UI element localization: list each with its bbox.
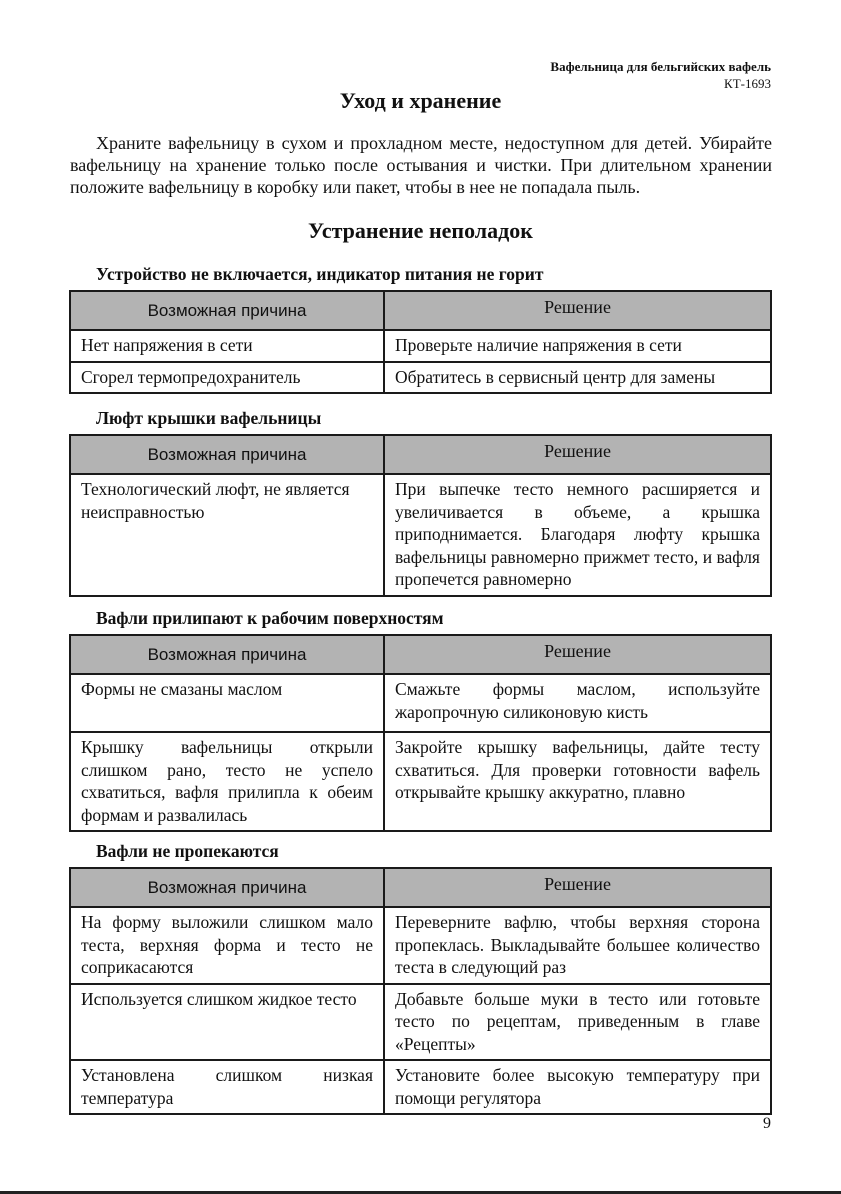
table-header-row [70, 435, 771, 474]
solution-header: Решение [384, 435, 771, 474]
cause-cell: На форму выложили слишком мало теста, верхняя форма и тесто не соприкасаются [70, 907, 384, 984]
table-power [69, 290, 772, 394]
page-number: 9 [763, 1115, 771, 1132]
table-lid-play [69, 434, 772, 597]
section-title-not-baking: Вафли не пропекаются [96, 841, 279, 861]
care-title: Уход и хранение [339, 88, 502, 113]
solution-header: Решение [384, 291, 771, 330]
cause-cell: Нет напряжения в сети [70, 330, 384, 362]
cause-cell: Технологический люфт, не является неисправностью [70, 474, 384, 596]
solution-cell: Обратитесь в сервисный центр для замены [384, 362, 771, 394]
cause-header: Возможная причина [70, 635, 384, 674]
solution-cell: Закройте крышку вафельницы, дайте тесту схватиться. Для проверки готовности вафель открывайте крышку аккуратно, плавно [384, 732, 771, 831]
cause-cell: Сгорел термопредохранитель [70, 362, 384, 394]
table-sticking [69, 634, 772, 832]
table-header-row [70, 291, 771, 330]
table-row [70, 732, 771, 831]
table-row [70, 907, 771, 984]
solution-header: Решение [384, 868, 771, 907]
cause-header: Возможная причина [70, 868, 384, 907]
table-row [70, 330, 771, 362]
product-name: Вафельница для бельгийских вафель [550, 59, 771, 74]
table-row [70, 474, 771, 596]
table-header-row [70, 635, 771, 674]
solution-cell: Установите более высокую температуру при помощи регулятора [384, 1060, 771, 1114]
solution-cell: Переверните вафлю, чтобы верхняя сторона пропеклась. Выкладывайте большее количество теста в следующий раз [384, 907, 771, 984]
table-row [70, 1060, 771, 1114]
section-title-lid-play: Люфт крышки вафельницы [96, 408, 322, 428]
section-title-sticking: Вафли прилипают к рабочим поверхностям [96, 608, 444, 628]
table-row [70, 984, 771, 1061]
cause-cell: Формы не смазаны маслом [70, 674, 384, 732]
model-number: КТ-1693 [724, 76, 771, 91]
table-header-row [70, 868, 771, 907]
care-paragraph: Храните вафельницу в сухом и прохладном месте, недоступном для детей. Убирайте вафельницу на хранение только после остывания и чистки. При длительном хранении положите вафельницу в коробку или пакет, чтобы в нее не попадала пыль. [70, 133, 772, 197]
cause-cell: Установлена слишком низкая температура [70, 1060, 384, 1114]
solution-header: Решение [384, 635, 771, 674]
solution-cell: Добавьте больше муки в тесто или готовьте тесто по рецептам, приведенным в главе «Рецепты» [384, 984, 771, 1061]
cause-cell: Крышку вафельницы открыли слишком рано, тесто не успело схватиться, вафля прилипла к обеим формам и развалилась [70, 732, 384, 831]
table-row [70, 362, 771, 394]
solution-cell: При выпечке тесто немного расширяется и увеличивается в объеме, а крышка приподнимается. Благодаря люфту крышка вафельницы равномерно прижмет тесто, и вафля пропечется равномерно [384, 474, 771, 596]
cause-header: Возможная причина [70, 291, 384, 330]
section-title-power: Устройство не включается, индикатор питания не горит [96, 264, 544, 284]
table-not-baking [69, 867, 772, 1115]
cause-header: Возможная причина [70, 435, 384, 474]
page-header [550, 58, 771, 92]
cause-cell: Используется слишком жидкое тесто [70, 984, 384, 1061]
troubleshooting-title: Устранение неполадок [308, 218, 533, 243]
table-row [70, 674, 771, 732]
solution-cell: Проверьте наличие напряжения в сети [384, 330, 771, 362]
solution-cell: Смажьте формы маслом, используйте жаропрочную силиконовую кисть [384, 674, 771, 732]
